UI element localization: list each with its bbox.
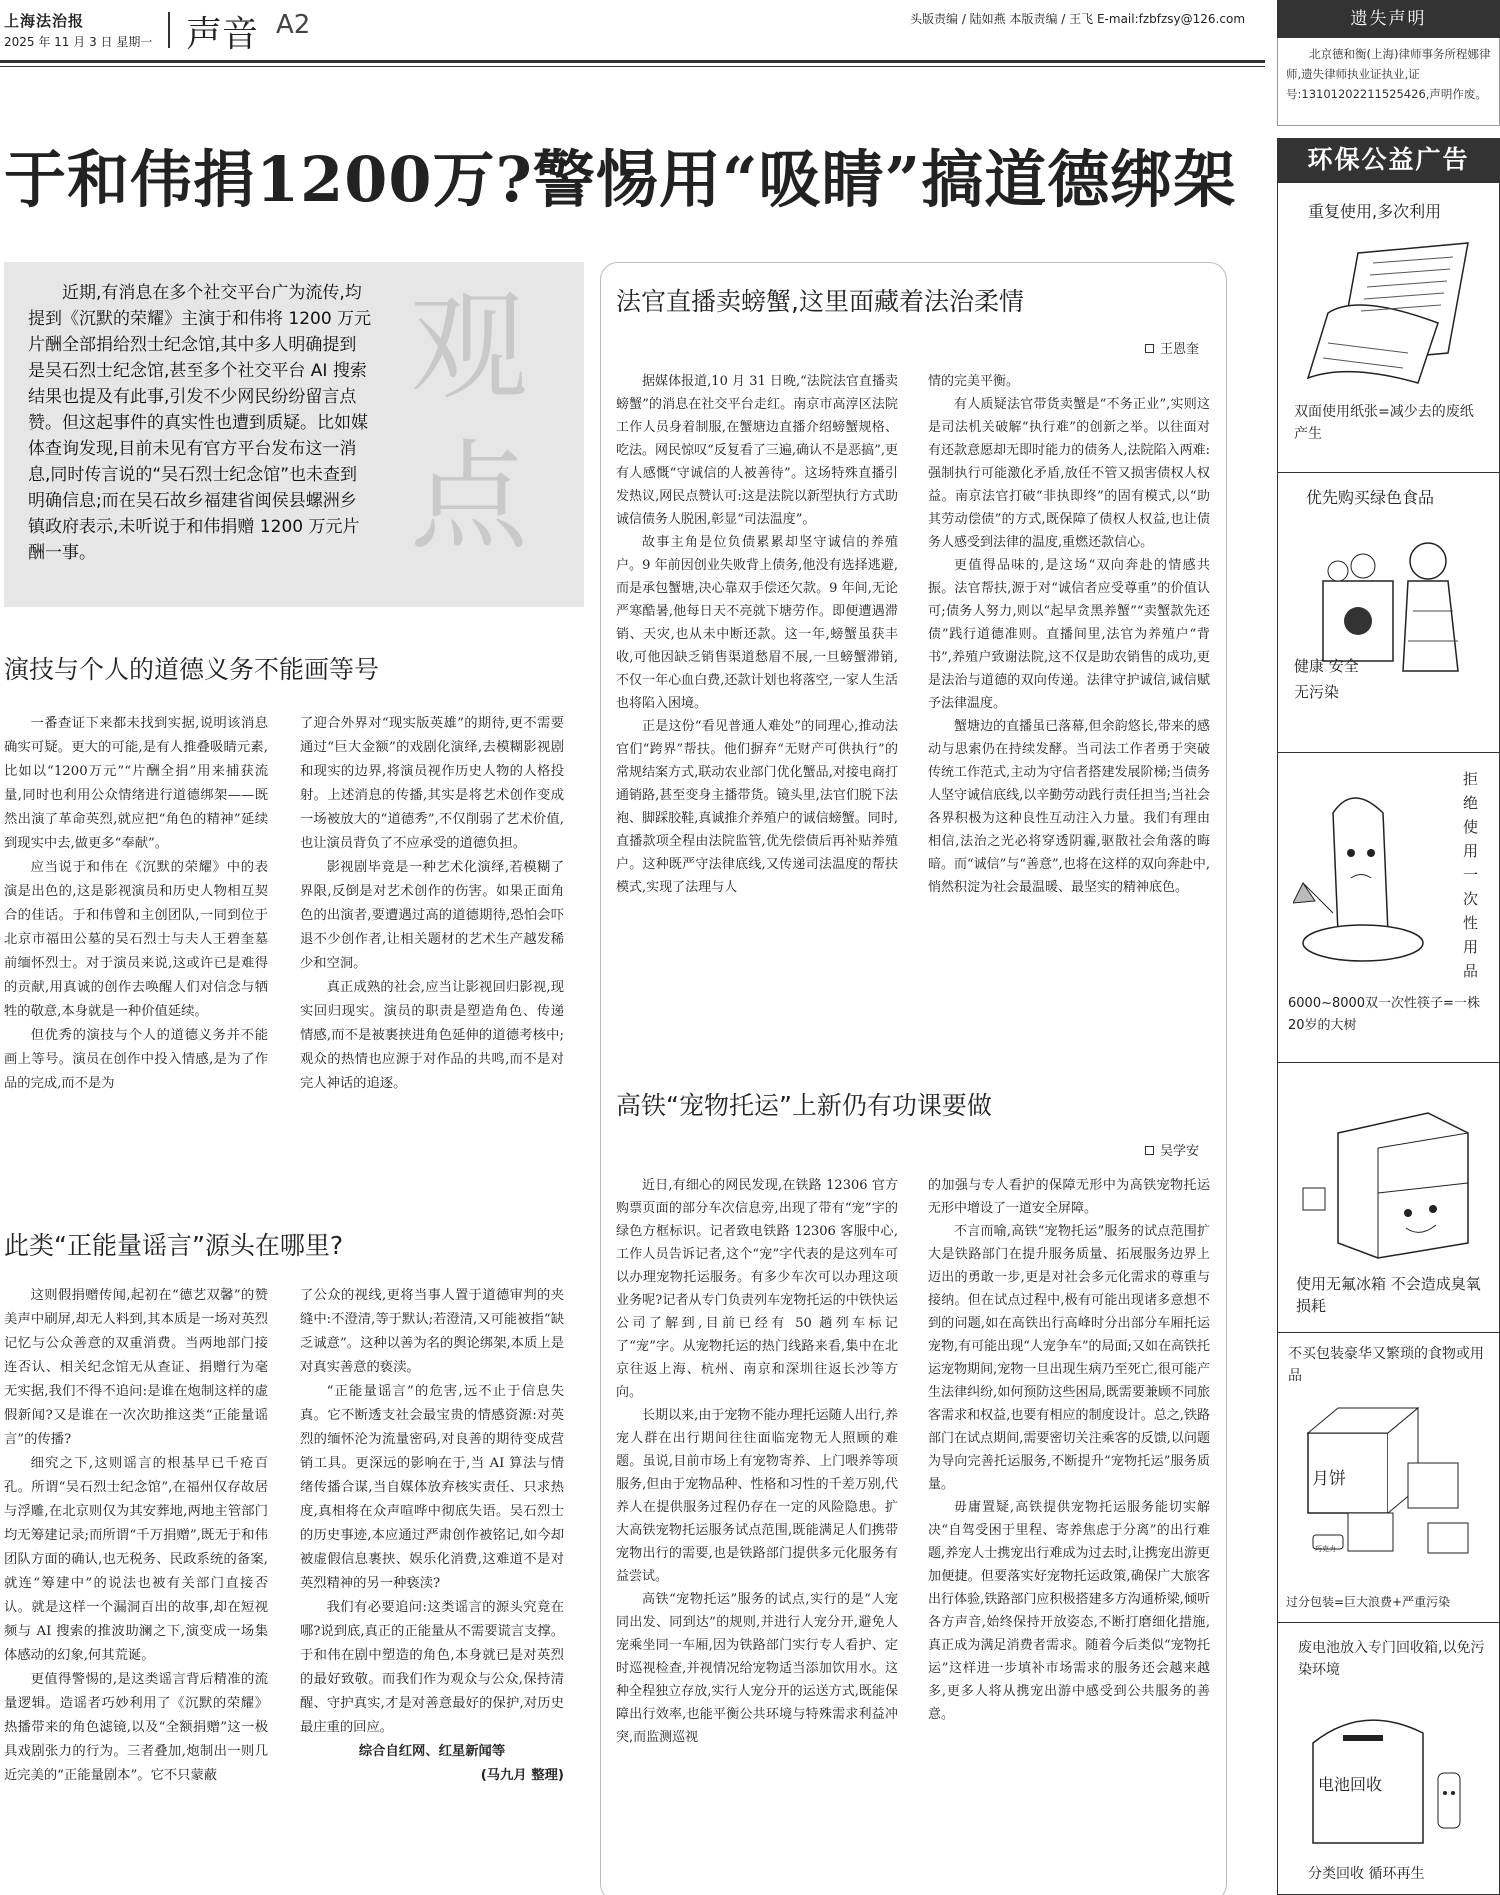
section-name: 声音 — [186, 14, 259, 55]
panel-caption: 使用无氟冰箱 不会造成臭氧损耗 — [1296, 1275, 1481, 1315]
article3-column-2 — [928, 370, 1210, 899]
paragraph: 我们有必要追问:这类谣言的源头究竟在哪?说到底,真正的正能量从不需要谎言支撑。于和伟在剧中塑造的角色,本身就已是对英烈的最好致敬。而我们作为观众与公众,保持清醒、守护真实,才是对善意最好的保护,对历史最庄重的回应。 — [300, 1600, 564, 1735]
paragraph: 了迎合外界对“现实版英雄”的期待,更不需要通过“巨大金额”的戏剧化演绎,去模糊影视剧和现实的边界,将演员视作历史人物的人格投射。上述消息的传播,其实是将艺术创作变成一场被放大的“道德秀”,不仅削弱了艺术价值,也让演员背负了不应承受的道德负担。 — [300, 716, 564, 851]
article1-title: 演技与个人的道德义务不能画等号 — [4, 655, 380, 684]
article3-author: 王恩奎 — [1160, 342, 1200, 357]
paragraph: 正是这份“看见普通人难处”的同理心,推动法官们“跨界”帮扶。他们摒弃“无财产可供执行”的常规结案方式,联动农业部门优化蟹品,对接电商打通销路,甚至变身主播带货。镜头里,法官们脱下法袍、脚踩胶鞋,真诚推介养殖户的诚信螃蟹。同时,直播款项全程由法院监管,优先偿债后再补贴养殖户。这种既严守法律底线,又传递司法温度的帮扶模式,实现了法理与人 — [616, 719, 898, 895]
ad-panel-green-food — [1278, 473, 1499, 753]
panel-caption: 不买包装豪华又繁琐的食物或用品 — [1288, 1346, 1484, 1384]
box-label: 月饼 — [1312, 1469, 1346, 1489]
masthead-rule-thin — [0, 66, 1265, 67]
article3-byline — [1145, 338, 1199, 357]
issue-date: 2025 年 11 月 3 日 星期一 — [4, 35, 153, 49]
ad-panel-paper — [1278, 183, 1499, 473]
article2-title: 此类“正能量谣言”源头在哪里? — [4, 1231, 344, 1260]
editor-credits: 头版责编 / 陆如燕 本版责编 / 王飞 E-mail:fzbfzsy@126.com — [910, 12, 1246, 26]
paragraph: 近日,有细心的网民发现,在铁路 12306 官方购票页面的部分车次信息旁,出现了带有“宠”字的绿色方框标识。记者致电铁路 12306 客服中心,工作人员告诉记者,这个“宠”字代表的是这列车可以办理宠物托运服务。有多少车次可以办理这项业务呢?记者从专门负责列车宠物托运的中铁快运公司了解到,目前已经有 50 趟列车标记了“宠”字。从宠物托运的热门线路来看,集中在北京往返上海、杭州、南京和深圳往返长沙等方向。 — [616, 1178, 898, 1400]
paragraph: 这则假捐赠传闻,起初在“德艺双馨”的赞美声中刷屏,却无人料到,其本质是一场对英烈记忆与公众善意的双重消费。当两地部门接连否认、相关纪念馆无从查证、捐赠行为毫无实据,我们不得不追问:是谁在炮制这样的虚假新闻?又是谁在一次次助推这类“正能量谣言”的传播? — [4, 1288, 268, 1447]
tree-stump-icon — [1293, 783, 1453, 983]
article4-column-1 — [616, 1174, 898, 1749]
byline-box-icon — [1145, 344, 1154, 353]
article4-column-2 — [928, 1174, 1210, 1726]
panel-caption: 过分包装=巨大浪费+严重污染 — [1286, 1595, 1451, 1609]
masthead — [0, 0, 1265, 60]
observation-big-word: 观点 — [409, 278, 528, 566]
paragraph: 但优秀的演技与个人的道德义务并不能画上等号。演员在创作中投入情感,是为了作品的完成,而不是为 — [4, 1028, 268, 1091]
panel-caption: 6000~8000双一次性筷子=一株20岁的大树 — [1288, 996, 1480, 1033]
article4-title: 高铁“宠物托运”上新仍有功课要做 — [616, 1091, 992, 1120]
panel-caption: 重复使用,多次利用 — [1308, 202, 1442, 221]
ad-title: 环保公益广告 — [1277, 138, 1500, 182]
article2-source: 综合自红网、红星新闻等 — [358, 1744, 506, 1759]
article2-column-2 — [300, 1284, 564, 1788]
paragraph: 蟹塘边的直播虽已落幕,但余韵悠长,带来的感动与思索仍在持续发酵。当司法工作者勇于突破传统工作范式,主动为守信者搭建发展阶梯;当债务人坚守诚信底线,以辛勤劳动践行责任担当;当社会各界积极为这种良性互动注入力量。我们有理由相信,法治之光必将穿透阴霾,驱散社会角落的晦暗。而“诚信”与“善意”,也将在这样的双向奔赴中,悄然积淀为社会最温暖、最坚实的精神底色。 — [928, 719, 1210, 895]
panel-caption: 优先购买绿色食品 — [1306, 488, 1435, 507]
paragraph: 应当说于和伟在《沉默的荣耀》中的表演是出色的,这是影视演员和历史人物相互契合的佳话。于和伟曾和主创团队,一同到位于北京市福田公墓的吴石烈士与夫人王碧奎墓前缅怀烈士。对于演员来说,这或许已是难得的贡献,用真诚的创作去唤醒人们对信念与牺牲的敬意,本身就是一种价值延续。 — [4, 860, 268, 1019]
article1-column-1 — [4, 712, 268, 1096]
panel-caption: 拒绝使用一次性用品 — [1463, 770, 1479, 980]
paragraph: “正能量谣言”的危害,远不止于信息失真。它不断透支社会最宝贵的情感资源:对英烈的缅怀沦为流量密码,对良善的期待变成营销工具。更深远的影响在于,当 AI 算法与情绪传播合谋,当自媒体放弃核实责任、只求热度,真相将在众声喧哗中彻底失语。吴石烈士的历史事迹,本应通过严肃创作被铭记,如今却被虚假信息裹挟、娱乐化消费,这难道不是对英烈精神的另一种亵渎? — [300, 1384, 564, 1591]
paragraph: 情的完美平衡。 — [928, 374, 1020, 389]
article4-author: 吴学安 — [1160, 1144, 1200, 1159]
paragraph: 毋庸置疑,高铁提供宠物托运服务能切实解决“自驾受困于里程、寄养焦虑于分离”的出行难题,养宠人士携宠出行难成为过去时,让携宠出游更加便捷。但要落实好宠物托运政策,确保广大旅客出行体验,铁路部门应积极搭建多方沟通桥梁,倾听各方声音,始终保持开放姿态,不断打磨细化措施,真正成为满足消费者需求。随着今后类似“宠物托运”这样进一步填补市场需求的服务还会越来越多,更多人将从携宠出游中感受到公共服务的善意。 — [928, 1500, 1210, 1722]
panel-caption: 废电池放入专门回收箱,以免污染环境 — [1298, 1640, 1485, 1678]
observation-text: 近期,有消息在多个社交平台广为流传,均提到《沉默的荣耀》主演于和伟将 1200 万元片酬全部捐给烈士纪念馆,其中多人明确提到是吴石烈士纪念馆,甚至多个社交平台 AI 搜索结果也提及有此事,引发不少网民纷纷留言点赞。但这起事件的真实性也遭到质疑。比如媒体查询发现,目前未见有官方平台发布这一消息,同时传言说的“吴石烈士纪念馆”也未查到明确信息;而在吴石故乡福建省闽侯县螺洲乡镇政府表示,未听说于和伟捐赠 1200 万元片酬一事。 — [28, 283, 372, 563]
paragraph: 长期以来,由于宠物不能办理托运随人出行,养宠人群在出行期间往往面临宠物无人照顾的难题。虽说,目前市场上有宠物寄养、上门喂养等项服务,但由于宠物品种、性格和习性的千差万别,代养人在提供服务过程仍存在一定的风险隐患。扩大高铁宠物托运服务试点范围,既能满足人们携带宠物出行的需要,也是铁路部门提供多元化服务有益尝试。 — [616, 1408, 898, 1584]
article3-title: 法官直播卖螃蟹,这里面藏着法治柔情 — [616, 287, 1024, 316]
panel-caption: 分类回收 循环再生 — [1308, 1866, 1425, 1882]
ad-panel-fridge — [1278, 1063, 1499, 1333]
box-label: 电池回收 — [1318, 1775, 1383, 1794]
paragraph: 细究之下,这则谣言的根基早已千疮百孔。所谓“吴石烈士纪念馆”,在福州仅存故居与浮雕,在北京则仅为其安葬地,两地主管部门均无筹建记录;而所谓“千万捐赠”,既无于和伟团队方面的确认,也无税务、民政系统的备案,就连“筹建中”的说法也被有关部门直接否认。就是这样一个漏洞百出的故事,却在短视频与 AI 搜索的推波助澜之下,演变成一场集体感动的幻象,何其荒诞。 — [4, 1456, 268, 1663]
paper-sheets-icon — [1298, 233, 1478, 393]
article4-byline — [1145, 1140, 1199, 1159]
paragraph: 高铁“宠物托运”服务的试点,实行的是“人宠同出发、同到达”的规则,并进行人宠分开,避免人宠乘坐同一车厢,因为铁路部门实行专人看护、定时巡视检查,并视情况给宠物适当添加饮用水。这种全程独立存放,实行人宠分开的运送方式,既能保障出行效率,也能平衡公共环境与特殊需求利益冲突,而监测巡视 — [616, 1592, 898, 1745]
observation-box — [4, 262, 584, 607]
lost-notice-text: 北京德和衡(上海)律师事务所程娜律师,遗失律师执业证执业,证号:13101202211525426,声明作废。 — [1277, 38, 1500, 126]
sidebar — [1277, 0, 1500, 1895]
ad-frame — [1277, 182, 1500, 1895]
panel-caption: 双面使用纸张=减少去的废纸产生 — [1294, 404, 1474, 442]
panel-caption: 健康 安全 无污染 — [1294, 657, 1359, 701]
paragraph: 更值得警惕的,是这类谣言背后精准的流量逻辑。造谣者巧妙利用了《沉默的荣耀》热播带来的角色滤镜,以及“全额捐赠”这一极具戏剧张力的行为。三者叠加,炮制出一则几近完美的“正能量剧本”。它不只蒙蔽 — [4, 1672, 268, 1783]
paragraph: 据媒体报道,10 月 31 日晚,“法院法官直播卖螃蟹”的消息在社交平台走红。南京市高淳区法院工作人员身着制服,在蟹塘边直播介绍螃蟹规格、吃法。网民惊叹“反复看了三遍,确认不是恶搞”,更有人感慨“守诚信的人被善待”。这场特殊直播引发热议,网民点赞认可:这是法院以新型执行方式助诚信债务人脱困,彰显“司法温度”。 — [616, 374, 898, 527]
paper-name: 上海法治报 — [4, 12, 85, 30]
page-number: A2 — [276, 10, 311, 40]
ad-panel-packaging — [1278, 1333, 1499, 1623]
article2-column-1 — [4, 1284, 268, 1788]
paragraph: 了公众的视线,更将当事人置于道德审判的夹缝中:不澄清,等于默认;若澄清,又可能被指“缺乏诚意”。这种以善为名的舆论绑架,本质上是对真实善意的亵渎。 — [300, 1288, 564, 1375]
paragraph: 不言而喻,高铁“宠物托运”服务的试点范围扩大是铁路部门在提升服务质量、拓展服务边界上迈出的勇敢一步,更是对社会多元化需求的尊重与接纳。但在试点过程中,极有可能出现诸多意想不到的问题,如在高铁出行高峰时分出部分车厢托运宠物,有可能出现“人宠争车”的局面;又如在高铁托运宠物期间,宠物一旦出现生病乃至死亡,很可能产生法律纠纷,如何预防这些困局,既需要兼顾不同旅客需求和权益,也要有相应的制度设计。总之,铁路部门在试点期间,需要密切关注乘客的反馈,以问题为导向完善托运服务,不断提升“宠物托运”服务质量。 — [928, 1224, 1210, 1492]
byline-box-icon — [1145, 1146, 1154, 1155]
paragraph: 有人质疑法官带货卖蟹是“不务正业”,实则这是司法机关破解“执行难”的创新之举。以往面对有还款意愿却无即时能力的债务人,法院陷入两难:强制执行可能激化矛盾,放任不管又损害债权人权益。南京法官打破“非执即终”的固有模式,以“助其劳动偿债”的方式,既保障了债权人权益,也让债务人感受到法律的温度,重燃还款信心。 — [928, 397, 1210, 550]
article1-column-2 — [300, 712, 564, 1096]
article2-compiler: (马九月 整理) — [480, 1768, 564, 1783]
paragraph: 真正成熟的社会,应当让影视回归影视,现实回归现实。演员的职责是塑造角色、传递情感,而不是被裹挟进角色延伸的道德考核中;观众的热情也应源于对作品的共鸣,而不是对完人神话的追逐。 — [300, 980, 564, 1091]
paragraph: 的加强与专人看护的保障无形中为高铁宠物托运无形中增设了一道安全屏障。 — [928, 1178, 1210, 1216]
fridge-icon — [1298, 1093, 1478, 1263]
ad-panel-disposable — [1278, 753, 1499, 1063]
small-box-label: 巧克力 — [1315, 1545, 1336, 1553]
masthead-divider — [168, 12, 170, 48]
masthead-rule — [0, 60, 1265, 63]
paragraph: 一番查证下来都未找到实据,说明该消息确实可疑。更大的可能,是有人推叠吸睛元素,比如以“1200万元”“片酬全捐”用来捕获流量,同时也利用公众情绪进行道德绑架——既然出演了革命英烈,就应把“角色的精神”延续到现实中去,做更多“奉献”。 — [4, 716, 268, 851]
paragraph: 影视剧毕竟是一种艺术化演绎,若模糊了界限,反倒是对艺术创作的伤害。如果正面角色的出演者,要遭遇过高的道德期待,恐怕会吓退不少创作者,让相关题材的艺术生产越发稀少和空洞。 — [300, 860, 564, 971]
paragraph: 故事主角是位负债累累却坚守诚信的养殖户。9 年前因创业失败背上债务,他没有选择逃避,而是承包蟹塘,决心靠双手偿还欠款。9 年间,无论严寒酷暑,他每日天不亮就下塘劳作。即便遭遇滞销、天灾,也从未中断还款。这一年,螃蟹虽获丰收,可他因缺乏销售渠道愁眉不展,一旦螃蟹滞销,不仅一年心血白费,还款计划也将落空,一家人生活也将陷入困境。 — [616, 535, 898, 711]
ad-panel-battery — [1278, 1623, 1499, 1895]
paragraph: 更值得品味的,是这场“双向奔赴的情感共振。法官帮扶,源于对“诚信者应受尊重”的价值认可;债务人努力,则以“起早贪黑养蟹”“卖蟹款先还债”践行道德准则。直播间里,法官为养殖户“背书”,养殖户致谢法院,这不仅是助农销售的成功,更是法治与道德的双向传递。法律守护诚信,诚信赋予法律温度。 — [928, 558, 1210, 711]
lost-notice-title: 遗失声明 — [1277, 0, 1500, 38]
main-headline: 于和伟捐1200万?警惕用“吸睛”搞道德绑架 — [4, 143, 1237, 216]
article3-column-1 — [616, 370, 898, 899]
